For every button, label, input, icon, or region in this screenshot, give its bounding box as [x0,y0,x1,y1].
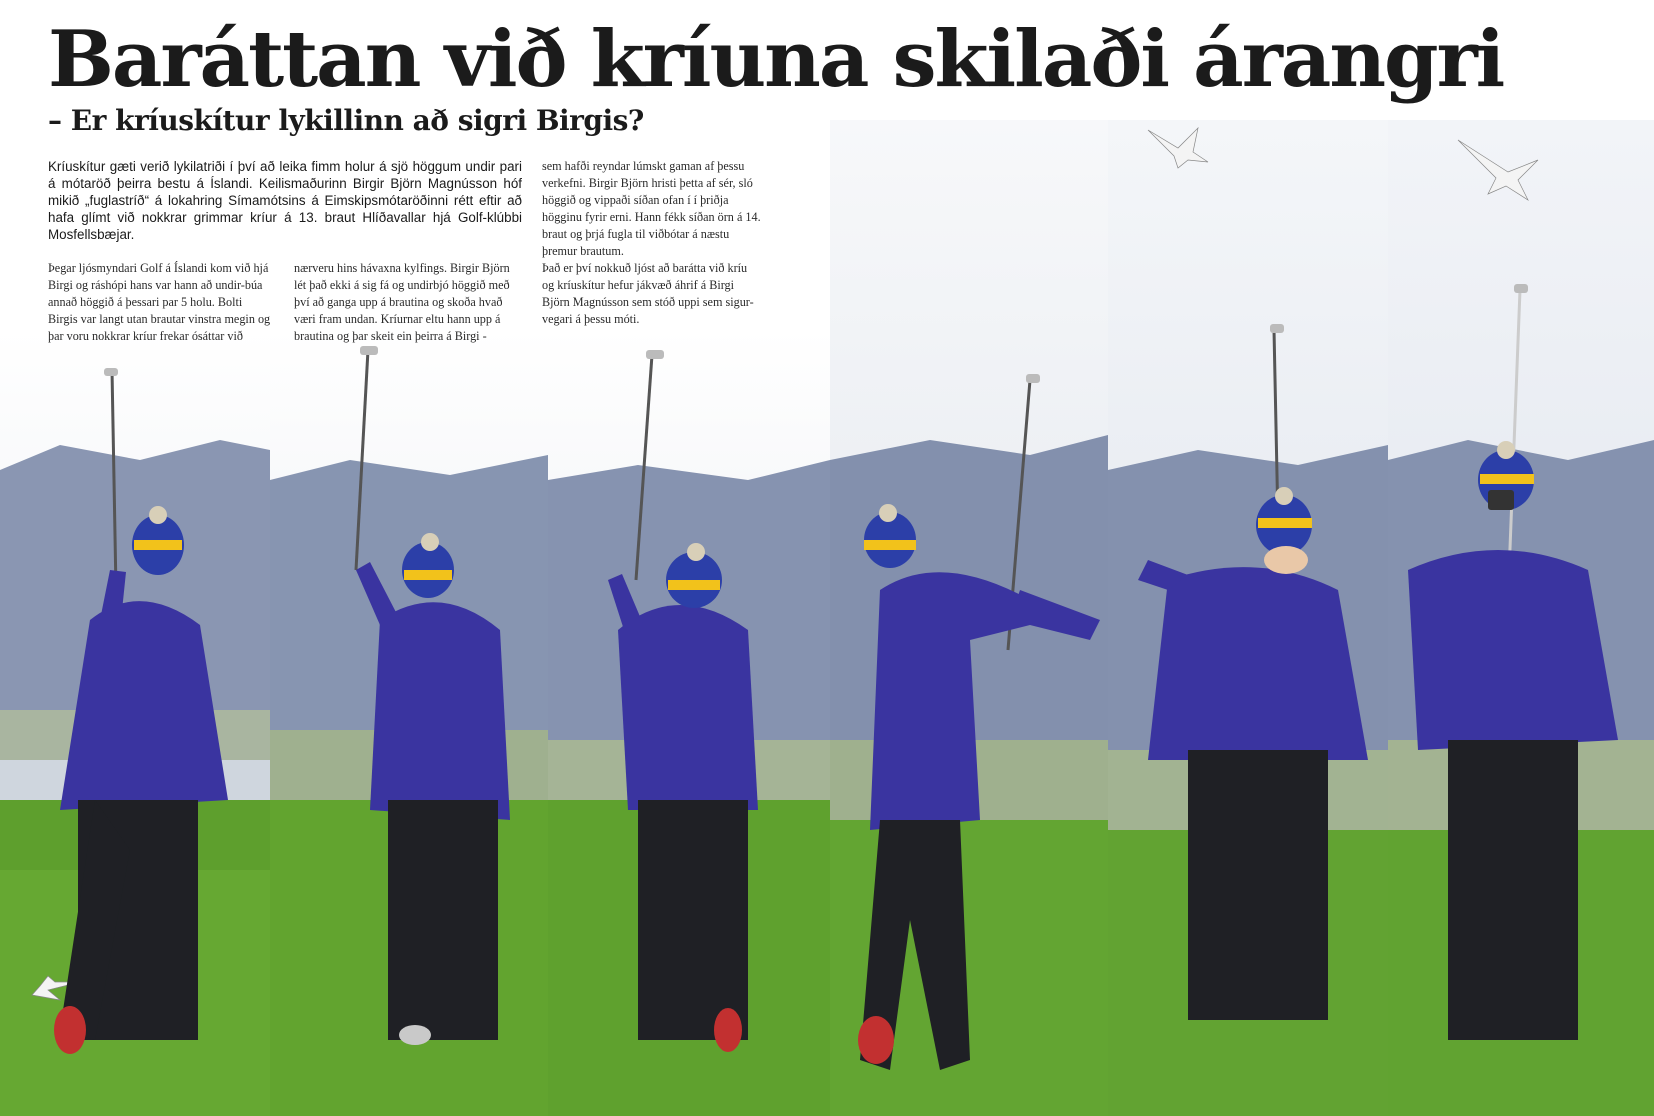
article-lead: Kríuskítur gæti verið lykilatriði í því að leika fimm holur á sjö höggum undir pari á mótaröð þeirra bestu á Íslandi. Keilismaðurinn Birgir Björn Magnússon hóf mikið „fuglastríð“ á lokahring Símamótsins á Eimskipsmótaröðinni rétt eftir að hafa glímt við nokkrar grimmar kríur á 13. braut Hlíðavallar hjá Golf-klúbbi Mosfellsbæjar. [48,159,522,242]
article-headline: Baráttan við kríuna skilaði árangri [48,14,1504,105]
photo-frame-4 [830,120,1108,1116]
column-3-paragraph-1: sem hafði reyndar lúmskt gaman af þessu verkefni. Birgir Björn hristi þetta af sér, sló höggið og vippaði síðan ofan í í þriðja högginu fyrir erni. Hann fékk síðan örn á 14. braut og þrjá fugla til viðbótar á næstu þremur brautum. [542,159,761,258]
article-column-1 [48,260,272,345]
photo-frame-3 [548,330,830,1116]
article-column-3 [542,158,762,328]
article-column-2 [294,260,520,345]
photo-frame-6 [1388,120,1654,1116]
photo-frame-2 [270,330,548,1116]
column-2-text: nærveru hins hávaxna kylfings. Birgir Björn lét það ekki á sig fá og undirbjó höggið með því að ganga upp á brautina og skoða hvað væri fram undan. Kríurnar eltu hann upp á brautina og þar skeit ein þeirra á Birgi - [294,261,510,343]
photo-frame-1 [0,330,270,1116]
photo-frame-5 [1108,120,1388,1116]
column-3-paragraph-2: Það er því nokkuð ljóst að barátta við kríu og kríuskítur hefur jákvæð áhrif á Birgi Björn Magnússon sem stóð uppi sem sigur-vegari á þessu móti. [542,261,754,326]
column-1-text: Þegar ljósmyndari Golf á Íslandi kom við hjá Birgi og ráshópi hans var hann að undir-búa annað höggið á þessari par 5 holu. Bolti Birgis var langt utan brautar vinstra megin og þar voru nokkrar kríur frekar ósáttar við [48,261,271,343]
article-subheadline: – Er kríuskítur lykillinn að sigri Birgis? [48,104,644,137]
